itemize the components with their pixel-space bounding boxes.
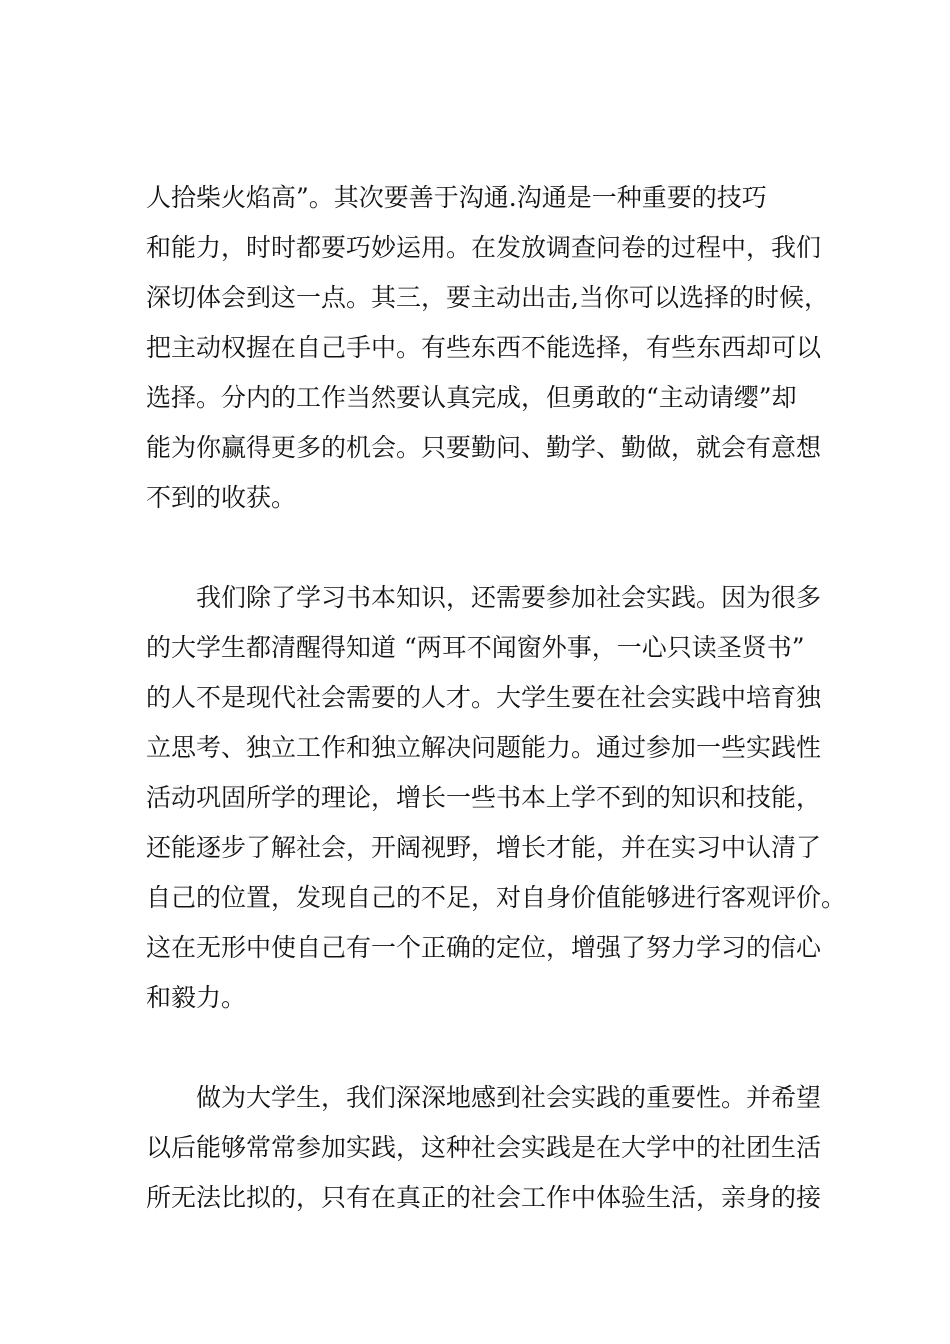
text-line: 不到的收获。 — [146, 483, 297, 512]
text-line: 的人不是现代社会需要的人才。大学生要在社会实践中培育独 — [146, 683, 822, 712]
paragraph-1 — [146, 173, 829, 523]
text-line: 深切体会到这一点。其三，要主动出击,当你可以选择的时候， — [146, 283, 829, 312]
text-line: 立思考、独立工作和独立解决问题能力。通过参加一些实践性 — [146, 733, 822, 762]
paragraph-2 — [146, 573, 847, 1023]
text-line: 这在无形中使自己有一个正确的定位，增强了努力学习的信心 — [146, 933, 822, 962]
text-line: 做为大学生，我们深深地感到社会实践的重要性。并希望 — [196, 1083, 822, 1112]
text-line: 把主动权握在自己手中。有些东西不能选择，有些东西却可以 — [146, 333, 822, 362]
text-line: 还能逐步了解社会，开阔视野，增长才能，并在实习中认清了 — [146, 833, 822, 862]
text-line: 以后能够常常参加实践，这种社会实践是在大学中的社团生活 — [146, 1133, 822, 1162]
text-line: 能为你赢得更多的机会。只要勤问、勤学、勤做，就会有意想 — [146, 433, 822, 462]
text-line: 我们除了学习书本知识，还需要参加社会实践。因为很多 — [196, 583, 822, 612]
text-line: 和毅力。 — [146, 983, 247, 1012]
text-line: 选择。分内的工作当然要认真完成，但勇敢的“主动请缨”却 — [146, 383, 797, 412]
text-line: 和能力，时时都要巧妙运用。在发放调查问卷的过程中，我们 — [146, 233, 822, 262]
text-line: 人拾柴火焰高”。其次要善于沟通.沟通是一种重要的技巧 — [146, 183, 767, 212]
paragraph-3 — [146, 1073, 826, 1223]
text-line: 自己的位置，发现自己的不足，对自身价值能够进行客观评价。 — [146, 883, 847, 912]
text-line: 活动巩固所学的理论，增长一些书本上学不到的知识和技能， — [146, 783, 822, 812]
text-line: 所无法比拟的，只有在真正的社会工作中体验生活，亲身的接 — [146, 1183, 822, 1212]
text-line: 的大学生都清醒得知道 “两耳不闻窗外事，一心只读圣贤书” — [146, 633, 805, 662]
